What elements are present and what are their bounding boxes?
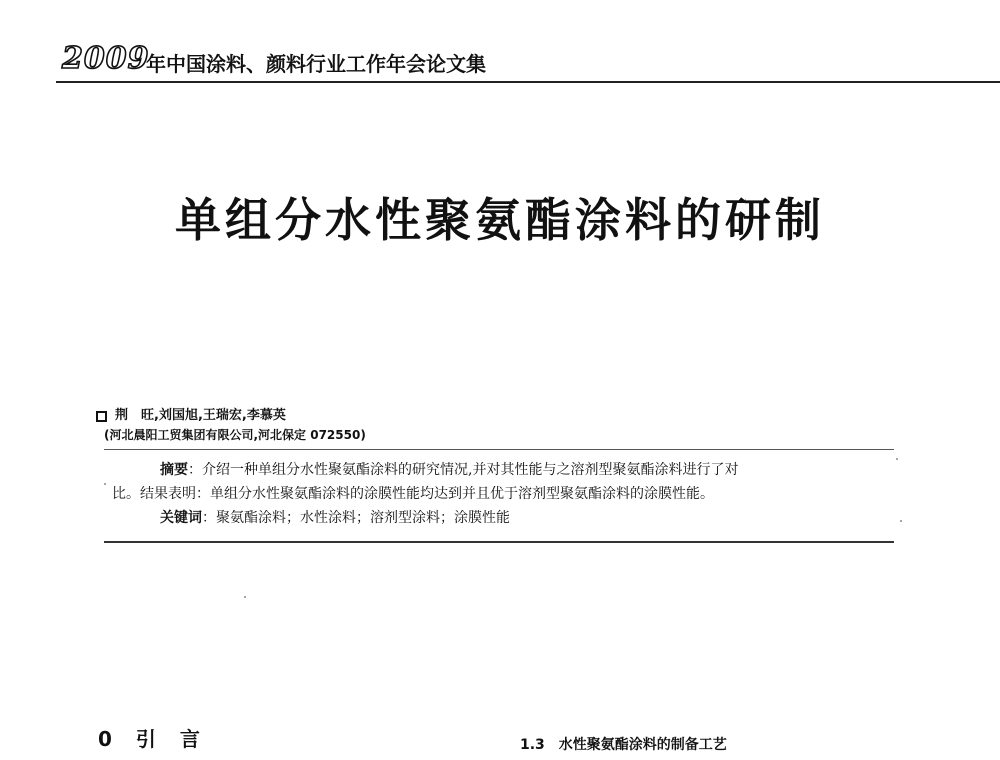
keywords-line: [112, 506, 888, 530]
authors: 荆 旺,刘国旭,王瑞宏,李慕英: [115, 408, 286, 423]
abstract-top-rule: [104, 449, 894, 450]
section-heading-1-3: 1.3 水性聚氨酯涂料的制备工艺: [520, 737, 727, 753]
scan-speck: [896, 458, 898, 460]
paper-title: 单组分水性聚氨酯涂料的研制: [175, 193, 825, 247]
abstract-text-1: ：介绍一种单组分水性聚氨酯涂料的研究情况,并对其性能与之溶剂型聚氨酯涂料进行了对: [188, 462, 739, 478]
author-box-icon: [96, 411, 107, 422]
keywords-label: 关键词: [160, 510, 202, 526]
section-heading-intro: 0 引 言: [98, 727, 202, 751]
scan-speck: [900, 520, 902, 522]
header-rule: [56, 81, 1000, 83]
header-year: 2009: [62, 41, 150, 76]
scan-speck: [104, 483, 106, 485]
author-line: [96, 407, 286, 425]
affiliation: (河北晨阳工贸集团有限公司,河北保定 072550): [104, 428, 366, 442]
abstract-line-1: [112, 458, 888, 482]
abstract-bottom-rule: [104, 541, 894, 543]
keywords-text: ：聚氨酯涂料；水性涂料；溶剂型涂料；涂膜性能: [202, 510, 510, 526]
abstract-line-2: [112, 482, 888, 506]
abstract-label: 摘要: [160, 462, 188, 478]
abstract-block: [112, 458, 888, 530]
abstract-text-2: 比。结果表明：单组分水性聚氨酯涂料的涂膜性能均达到并且优于溶剂型聚氨酯涂料的涂膜性能。: [112, 486, 714, 502]
header-title: 年中国涂料、颜料行业工作年会论文集: [146, 52, 486, 76]
scan-speck: [244, 596, 246, 598]
